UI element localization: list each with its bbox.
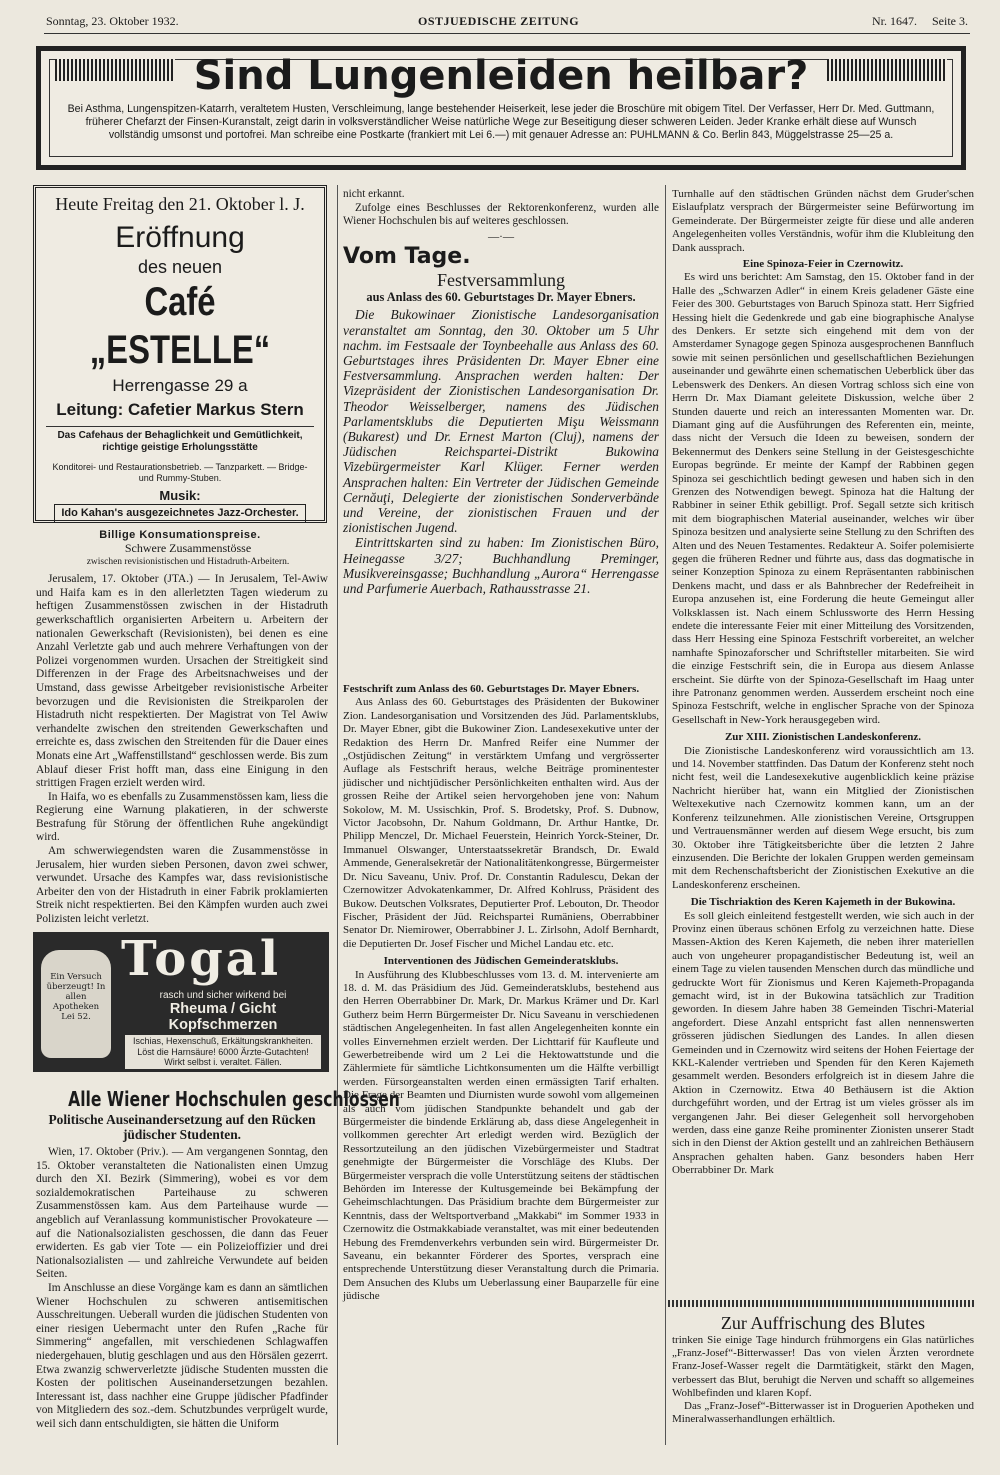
festschrift-title: Festschrift zum Anlass des 60. Geburtstages Dr. Mayer Ebners. [343, 683, 640, 695]
estelle-address: Herrengasse 29 a [112, 376, 248, 395]
clash-paragraph-3: Am schwerwiegendsten waren die Zusammenstösse in Jerusalem, hier wurden sieben Personen, davon zwei schwer, verwundet. Ursache des Kampfes war, dass revisionistische Arbeiter den von der Histadruth in einer Fabrik proklamierten Streik nicht respektierten. Bei den Kämpfen wurden auch zwei Polizisten leicht verletzt. [36, 845, 328, 926]
column-3 [672, 188, 974, 1178]
issue-number: Nr. 1647. [872, 14, 917, 28]
column-rule-1 [337, 185, 338, 1445]
estelle-musik: Musik: [159, 488, 201, 503]
estelle-slogan: Das Cafehaus der Behaglichkeit und Gemütlichkeit, richtige geistige Erholungsstätte [46, 426, 314, 454]
article-zusammenstoesse [36, 542, 328, 927]
estelle-features: Konditorei- und Restaurationsbetrieb. — Tanzparkett. — Bridge- und Rummy-Stuben. [52, 462, 308, 483]
clash-title: Schwere Zusammenstösse [124, 541, 252, 555]
blut-title: Zur Auffrischung des Blutes [720, 1313, 926, 1333]
estelle-leitung: Leitung: Cafetier Markus Stern [56, 400, 304, 419]
spinoza-title: Eine Spinoza-Feier in Czernowitz. [742, 258, 904, 271]
clash-paragraph-1: Jerusalem, 17. Oktober (JTA.) — In Jerusalem, Tel-Awiw und Haifa kam es in den allerletzten Tagen wiederum zu heftigen Zusammenstössen zwischen in der Histadruth gewerkschaftlich organisierten Arbeitern u. Arbeitern der nationalen Gewerkschaft (Revisionisten), bei denen es eine Anzahl Verletzte gab und auch mehrere Verhaftungen von der Polizei vorgenommen wurden. Ursachen der Streitigkeit sind Differenzen in der Frage des Arbeitsnachweises und der Umstand, dass gewisse Arbeitgeber revisionistische Arbeiter bevorzugen und die Revisionisten die Streikparolen der Histadruth nicht respektierten. Der Magistrat von Tel Awiw verhandelte zwischen den streitenden Gewerkschaften und erreichte es, dass zwischen den Streitenden für die Dauer eines Monats eine Art „Waffenstillstand“ geschlossen werde. Bis zum Ablauf dieser Frist hofft man, dass eine Einigung in den strittigen Fragen erzielt werden wird. [36, 573, 328, 790]
vom-tage-heading: Vom Tage. [343, 244, 471, 270]
ad-headline: Sind Lungenleiden heilbar? [193, 53, 809, 99]
fest-paragraph-1: Die Bukowinaer Zionistische Landesorganisation veranstaltet am Sonntag, den 30. Oktober um 5 Uhr nachm. im Festsaale der Toynbeehalle aus Anlass des 60. Geburtstages ihres Präsidenten Dr. Mayer Ebner eine Festversammlung. Ansprachen werden halten: Der Vizepräsident der Zionistischen Landesorganisation Dr. Theodor Weisselberger, namens des Jüdischen Parlamentsklubs die Deputierten Mişu Weissmann (Bukarest) und Dr. Ernest Marton (Cluj), namens der Jüdischen Reichspartei-Distrikt Bukowina Vizebürgermeister Karl Klüger. Ferner werden Ansprachen halten: Ein Vertreter der Jüdischen Gemeinde Cernăuţi, Delegierte der zionistischen Sonderverbände und Vereine, der zionistischen Frauen und der zionistischen Jugend. [343, 307, 659, 536]
togal-line-4: Ischias, Hexenschuß, Erkältungskrankheiten. Löst die Harnsäure! 6000 Ärzte-Gutachten! Wirkt selbst i. veraltet. Fällen. [125, 1035, 321, 1069]
article-wiener-hochschulen [36, 1087, 400, 1431]
vienna-subtitle: Politische Auseinandersetzung auf den Rücken jüdischer Studenten. [48, 1112, 316, 1142]
blut-paragraph-2: Das „Franz-Josef“-Bitterwasser ist in Droguerien Apotheken und Mineralwasserhandlungen erhältlich. [672, 1400, 974, 1426]
clash-subtitle: zwischen revisionistischen und Histadruth-Arbeitern. [86, 556, 290, 567]
spinoza-paragraph: Es wird uns berichtet: Am Samstag, den 15. Oktober fand in der Halle des „Schwarzen Adler“ in einem Kreis geladener Gäste eine Feier des 300. Geburtstages von Baruch Spinoza statt. Herr Sigfried Hessing hielt die Gedenkrede und gab eine biographische Analyse des Denkers. Er setzte sich eingehend mit dem von der Amsterdamer Synagoge gegen Spinoza ausgesprochenen Bannfluch sowie mit seinen persönlichen und gesellschaftlichen Beziehungen auseinander und gewährte einen schematischen Ueberblick über das Lebenswerk des Denkers. An diesen Vortrag schloss sich eine von Herrn Dr. Max Diamant geleitete Diskussion, welche über 2 Stunden dauerte und reich an interessanten Momenten war. Dr. Diamant ging auf die Ausführungen des Referenten ein, meinte, dass nicht der Versuch die Ideen zu beweisen, sondern der Bekennermut des Denkers seine Stellung in der Geistesgeschichte Europas begründe. Er meinte der Kampf der Rabbinen gegen Spinoza sei geschichtlich bedingt gewesen und haben sich in den Grenzen des Notwendigen bewegt. Spinoza hat die Haltung der Rabbiner in seiner Ethik gebilligt. Prof. Segall setzte sich kritisch mit dem biographischen Material auseinander, welches wir über Spinoza besitzen und analysierte seine Stellung zu den Schriften des Alten und des Neuen Testamentes. Redakteur A. Soifer polemisierte gegen die früheren Redner und führte aus, dass das dogmatische in seiner Konzeption Spinoza zu einem Repräsentanten rabbinischen Denkens macht, und dass er als Bahnbrecher der Redefreiheit in Europa anzusehen ist, eine Forderung die heute Gemeingut aller Volksklassen ist. Nach einem Schlussworte des Herrn Hessing endete die interessante Feier mit einer Mitteilung des Vorsitzenden, dass Herr Hessing eine Spinoza Festschrift vorbereitet, an welcher namhafte Spinozaforscher und Schriftsteller mitarbeiten. Sie wird die einzige Festschrift sein, die in Europa aus diesem Anlasse erscheint. Sie dürfte von der Spinoza-Gesellschaft im Haag unter ihre Patronanz genommen werden. Ausserdem erscheint noch eine Spinoza Festschrift, welche in englischer Sprache von der Spinoza Gesellschaft in New-York herausgegeben wird. [672, 271, 974, 726]
blut-paragraph-1: trinken Sie einige Tage hindurch frühmorgens ein Glas natürliches „Franz-Josef“-Bitterwasser! Das von vielen Ärzten verordnete Franz-Josef-Wasser regelt die Darmtätigkeit, stärkt den Magen, verbessert das Blut, beruhigt die Nerven und schafft so allgemeines Wohlbefinden und klaren Kopf. [672, 1334, 974, 1399]
estelle-opening: Eröffnung [115, 221, 245, 254]
ad-franz-josef [672, 1312, 974, 1426]
ad-lungenleiden [36, 46, 966, 170]
clash-paragraph-2: In Haifa, wo es ebenfalls zu Zusammenstössen kam, liess die Regierung eine Warnung plakatieren, in der schwerste Bestrafung für Störung der öffentlichen Ruhe angekündigt wird. [36, 790, 328, 844]
keren-paragraph: Es soll gleich einleitend festgestellt werden, wie sich auch in der Provinz einen überaus schönen Erfolg zu verzeichnen hatte. Diese Massen-Aktion des Keren Kajemeth, die neben ihrer materiellen auch von ungeheurer propagandistischer Bedeutung ist, weil an einem Tage zu vielen tausenden Menschen durch das mündliche und gedruckte Wort für Zionismus und Keren Kajemeth-Propaganda gemacht wird, ist in der Bukowina tatsächlich zur Tradition geworden. In diesem Jahre haben 38 Gemeinden Tischri-Material angefordert. Diese Anzahl entspricht fast allen nennenswerten grösseren jüdischen Siedlungen des Landes. In allen diesen Gemeinden und in Czernowitz wird seitens der Hohen Feiertage der KKL-Kalender vertrieben und Spenden für den Keren Kajemeth gesammelt werden. Besonders erfolgreich ist in diesem Jahre die Aktion in Czernowitz. Etwa 40 Bethäusern ist die Aktion durchgeführt worden, und der Ertrag ist um vieles grösser als im vergangenen Jahr. Bei dieser Gelegenheit soll hervorgehoben werden, dass eine ganze Reihe prominenter Zionisten unserer Stadt sich in den Dienst der Aktion gestellt und an zahlreichen Bethäusern Ansprachen gehalten haben. Ganz besonders haben Herr Oberrabbiner Dr. Mark [672, 909, 974, 1177]
col2-top-paragraph: Zufolge eines Beschlusses der Rektorenkonferenz, wurden alle Wiener Hochschulen bis auf weiteres geschlossen. [343, 201, 659, 228]
vienna-paragraph-1: Wien, 17. Oktober (Priv.). — Am vergangenen Sonntag, den 15. Oktober veranstalteten die Nationalisten einen Umzug durch den XI. Bezirk (Simmering), wobei es vor dem sozialdemokratischen Parteihause zu schweren Zusammenstössen kam. Aus dem Parteihause wurde — angeblich auf Veranlassung kommunistischer Provokateure — auf die Nationalsozialisten geschossen, die dann das Feuer erwiderten. Es gab vier Tote — ein Polizeioffizier und drei Nationalsozialisten — und zahlreiche Verwundete auf beiden Seiten. [36, 1146, 328, 1281]
fest-subtitle: aus Anlass des 60. Geburtstages Dr. Mayer Ebners. [366, 290, 636, 305]
fest-paragraph-2: Eintrittskarten sind zu haben: Im Zionistischen Büro, Heinegasse 3/27; Buchhandlung Preminger, Musikvereinsgasse; Buchhandlung „Aurora“ Herrengasse und Parfumerie Auerbach, Rathausstrasse 21. [343, 535, 659, 597]
togal-line-2: Rheuma / Gicht [169, 1001, 277, 1017]
column-2-bottom [343, 683, 659, 1304]
col2-top-line: nicht erkannt. [343, 188, 405, 200]
estelle-des-neuen: des neuen [137, 257, 223, 277]
togal-text [125, 990, 321, 1069]
ad-body: Bei Asthma, Lungenspitzen-Katarrh, veraltetem Husten, Verschleimung, lange bestehender Heiserkeit, lese jeder die Broschüre mit obigem Titel. Der Verfasser, Herr Dr. Med. Guttmann, früherer Chefarzt der Finsen-Kuranstalt, zeigt darin in volksverständlicher Weise natürliche Wege zur Beseitigung dieser schweren Leiden. Jeder Kranke erhält diese auf Wunsch vollständig umsonst und portofrei. Man schreibe eine Postkarte (frankiert mit Lei 6.—) mit genauer Adresse an: PUHLMANN & Co. Berlin 843, Müggelstrasse 25—25 a. [67, 103, 935, 141]
page-number: Seite 3. [932, 14, 968, 28]
intervention-paragraph: In Ausführung des Klubbeschlusses vom 13. d. M. intervenierte am 18. d. M. das Präsidium des Jüd. Gemeinderatsklubs, bestehend aus den Herren Oberrabbiner Dr. Mark, Dr. Markus Krämer und Dr. Karl Gutherz beim Herrn Bürgermeister Dr. Nicu Saveanu in verschiedenen städtischen Angelegenheiten. In fast allen Angelegenheiten konnte ein volles Einvernehmen erzielt werden. Der Lichttarif für Kaufleute und Gewerbetreibende wird um 2 Lei die Hektowattstunde und die Zählermiete für sämtliche Lichtkonsumenten um die Hälfte verbilligt werden. Fürsorgeanstalten werden einen ermässigten Tarif erhalten. Die Frage der Beamten und Diurnisten wurde sowohl vom allgemeinen als auch vom jüdischen Standpunkte behandelt und gab der Bürgermeister die bindende Erklärung ab, dass diese Angelegenheit in vollkommen gerechter Art erledigt werden wird. Bezüglich der Ressortzuteilung an den jüdischen Vizebürgermeister und Stadtrat genehmigte der Bürgermeister die Vorschläge des Klubs. Der Bürgermeister versprach die volle Unterstützung seitens der städtischen Behörden im Interesse der Kultusgemeinde bei Bekämpfung der Geheimschlachtungen. Das Präsidium brachte dem Bürgermeister zur Kenntnis, dass der Weltsportverband „Makkabi“ im Sommer 1933 in Czernowitz die Ostmakkabiade veranstaltet, was mit einer bedeutenden Hebung des Fremdenverkehrs verbunden sein wird. Bürgermeister Dr. Saveanu, ein bekannter Förderer des Sportes, versprach eine entsprechende Unterstützung dieser Veranstaltung durch die Primaria. Dem Ansuchen des Klubs um Ueberlassung einer Bauparzelle für eine jüdische [343, 968, 659, 1303]
vienna-title: Alle Wiener Hochschulen geschlossen [68, 1087, 400, 1111]
col3-top-paragraph: Turnhalle auf den städtischen Gründen nächst dem Gruder'schen Eislaufplatz versprach der Bürgermeister seine Befürwortung im Gemeinderate. Der Bürgermeister zeigte für diese und alle anderen Angelegenheiten volles Verständnis, wofür ihm die Klubleitung den Dank aussprach. [672, 188, 974, 254]
vienna-paragraph-2: Im Anschlusse an diese Vorgänge kam es dann an sämtlichen Wiener Hochschulen zu schweren antisemitischen Ausschreitungen. Ueberall wurden die jüdischen Studenten von einer riesigen Uebermacht unter den Rufen „Rache für Simmering“ angefallen, mit verschiedenen Schlagwaffen niedergehauen, blutig geschlagen und aus den Hörsälen gezerrt. Etwa zwanzig schwerverletzte jüdische Studenten mussten die Kosten der politischen Auseinandersetzungen bezahlen. Interessant ist, dass nachher eine Gruppe jüdischer Pfadfinder von Mitgliedern des soz.-dem. Schutzbundes verprügelt wurde, weil sich dann entschuldigten, sie hätten die Uniform [36, 1281, 328, 1430]
estelle-prices: Billige Konsumationspreise. [99, 529, 261, 541]
togal-line-3: Kopfschmerzen [168, 1017, 278, 1033]
ad-divider-stripe [668, 1300, 974, 1307]
estelle-orchestra: Ido Kahan's ausgezeichnetes Jazz-Orchester. [54, 504, 306, 523]
konferenz-title: Zur XIII. Zionistischen Landeskonferenz. [724, 731, 922, 744]
festschrift-paragraph: Aus Anlass des 60. Geburtstages des Präsidenten der Bukowiner Zion. Landesorganisation und Vorsitzenden des Jüd. Parlamentsklubs, Dr. Mayer Ebner, gibt die Bukowiner Zion. Landesexekutive unter der Redaktion des Herrn Dr. Manfred Reifer eine Nummer der „Ostjüdischen Zeitung“ in verstärktem Umfang und vergrösserter Auflage als Festschrift heraus, welche Beiträge prominentester jüdischer und nichtjüdischer Persönlichkeiten enthalten wird. Aus der grossen Reihe der Artikel seien hervorgehoben jene von: Nahum Sokolow, M. M. Ussischkin, Prof. S. Brodetsky, Prof. S. Dubnow, Victor Jacobsohn, Dr. Nahum Goldmann, Dr. Arthur Hantke, Dr. Philipp Menczel, Dr. Michael Feuerstein, Heinrich Yorck-Steiner, Dr. Immanuel Olswanger, Unterstaatssekretär Brandsch, Dr. Ewald Ammende, Generalsekretär der Nationalitätenkongresse, Bürgermeister Dr. Nicu Saveanu, Univ. Prof. Dr. Constantin Radulescu, Dekan der Czernowitzer Advokatenkammer, Dr. Alfred Kohlruss, Präsident des Bukow. Deutschen Volksrates, Deputierter Prof. Lebouton, Dr. Theodor Fischer, Präsident der Jüd. Reichspartei Rumäniens, Oberrabbiner Senator Dr. Niemirower, Oberrabbiner J. L. Zirlsohn, Adolf Bernhardt, die Deputierten Dr. Josef Fischer und Michel Landau etc. etc. [343, 696, 659, 950]
paper-title: OSTJUEDISCHE ZEITUNG [418, 14, 580, 28]
header-rule [44, 33, 970, 34]
col2-separator: —·— [487, 230, 515, 243]
ad-cafe-estelle [33, 185, 327, 541]
togal-brand: Togal [121, 932, 282, 987]
keren-title: Die Tischriaktion des Keren Kajemeth in der Bukowina. [690, 896, 956, 909]
konferenz-paragraph: Die Zionistische Landeskonferenz wird voraussichtlich am 13. und 14. November stattfinden. Das Datum der Konferenz steht noch nicht fest, weil die Landesexekutive augenblicklich keine präzise Nachricht hierüber hat, wann ein Mitglied der Zionistischen Weltexekutive nach Czernowitz kommen kann, um an der Konferenz teilzunehmen. Alle zionistischen Vereine, Ortsgruppen und Vertrauensmänner werden auf diesem Wege ersucht, bis zum 30. Oktober ihre Tätigkeitsberichte über die letzten 2 Jahre einzusenden. Die Berichte der lokalen Gruppen werden gemeinsam mit dem Rechenschaftsbericht der Zionistischen Exekutive an die Landeskonferenz erscheinen. [672, 744, 974, 891]
fest-title: Festversammlung [437, 270, 565, 291]
togal-line-1: rasch und sicher wirkend bei [159, 990, 287, 1001]
issue-date: Sonntag, 23. Oktober 1932. [46, 14, 179, 28]
intervention-title: Interventionen des Jüdischen Gemeinderatsklubs. [383, 955, 619, 968]
estelle-name: Café „ESTELLE“ [89, 280, 271, 372]
column-2-top [343, 188, 659, 596]
togal-seal: Ein Versuch überzeugt! In allen Apotheken Lei 52. [41, 950, 111, 1058]
ad-togal [33, 932, 329, 1072]
column-rule-2 [665, 185, 666, 1445]
estelle-date: Heute Freitag den 21. Oktober l. J. [55, 194, 305, 214]
